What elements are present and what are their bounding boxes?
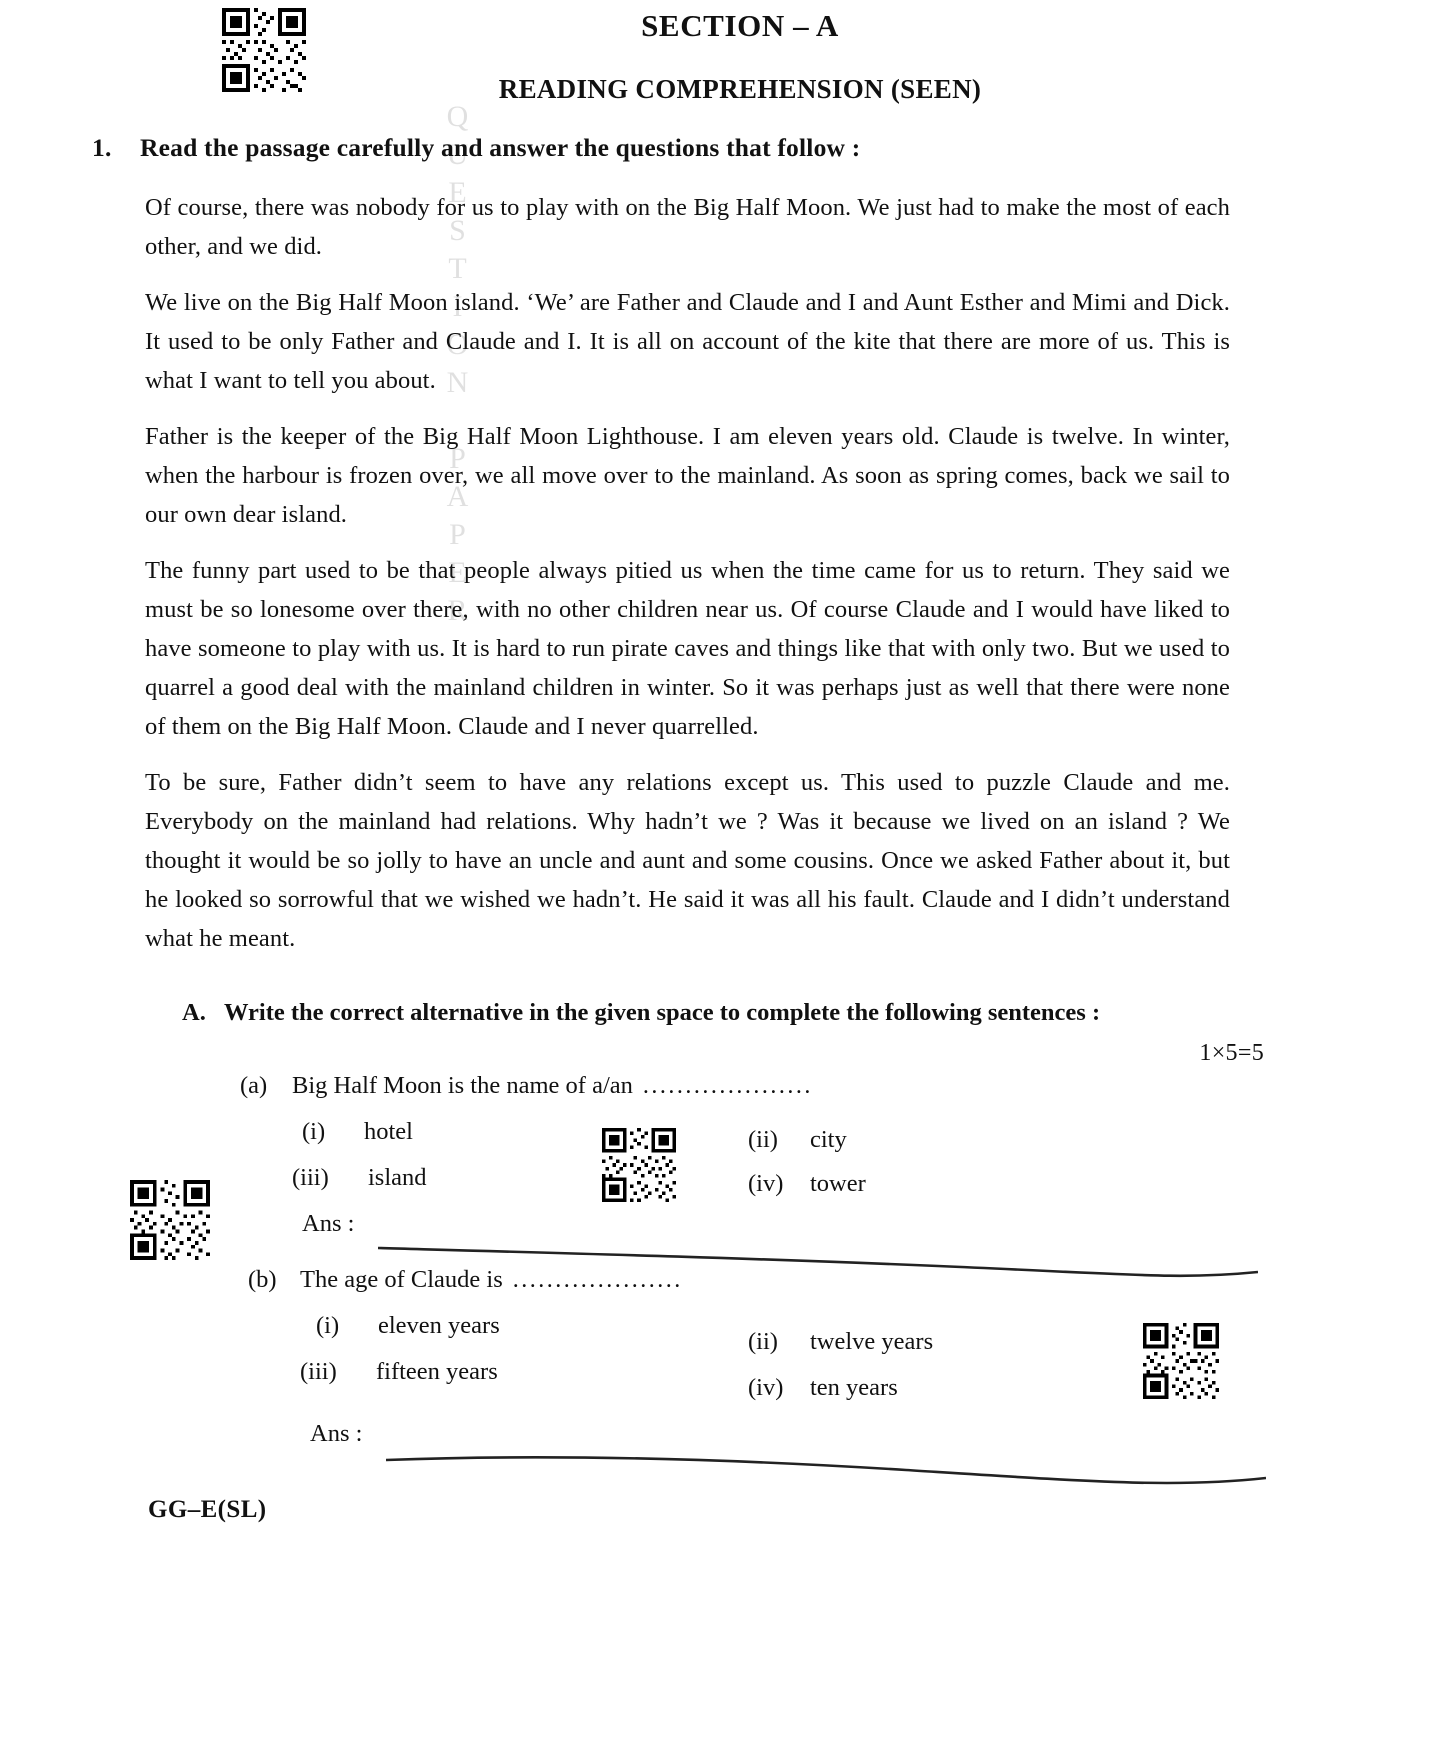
answer-label-b: Ans : [310, 1420, 363, 1447]
option-a-iv[interactable] [748, 1170, 866, 1198]
passage-paragraph: Of course, there was nobody for us to play with on the Big Half Moon. We just had to make the most of each other, and we did. [145, 194, 1230, 260]
question-number: 1. [92, 133, 112, 162]
mcq-question-a [240, 1072, 1300, 1268]
question-b-stem: The age of Claude is [300, 1266, 503, 1293]
option-roman: (ii) [748, 1328, 778, 1355]
paper-code-footer: GG–E(SL) [148, 1496, 267, 1523]
option-a-i[interactable] [302, 1118, 413, 1146]
qr-code-icon [130, 1180, 210, 1260]
section-subtitle: READING COMPREHENSION (SEEN) [498, 74, 982, 104]
mcq-question-b [248, 1266, 1308, 1478]
part-a-block [182, 994, 1264, 1066]
answer-label-a: Ans : [302, 1210, 355, 1237]
option-text: city [810, 1126, 847, 1153]
option-b-iv[interactable] [748, 1374, 898, 1402]
question-1-instruction [92, 133, 1322, 163]
answer-line-b[interactable] [386, 1452, 1266, 1492]
page-header [0, 8, 1440, 105]
passage-paragraph: To be sure, Father didn’t seem to have any relations except us. This used to puzzle Claude and me. Everybody on the mainland had relations. Why hadn’t we ? Was it because we lived on an island ? We thought it would be so jolly to have an uncle and aunt and some cousins. Once we asked Father about it, but he looked so sorrowful that we wished we hadn’t. He said it was all his fault. Claude and I didn’t understand what he meant. [145, 769, 1230, 952]
question-instruction-text: Read the passage carefully and answer the questions that follow : [140, 133, 861, 162]
option-text: ten years [810, 1374, 898, 1401]
option-a-iii[interactable] [292, 1164, 427, 1192]
option-text: tower [810, 1170, 866, 1197]
passage-paragraph: Father is the keeper of the Big Half Moon Lighthouse. I am eleven years old. Claude is twelve. In winter, when the harbour is frozen over, we all move over to the mainland. As soon as spring comes, back we sail to our own dear island. [145, 423, 1230, 528]
option-roman: (i) [316, 1312, 340, 1339]
part-a-letter: A. [182, 999, 206, 1026]
option-text: twelve years [810, 1328, 934, 1355]
question-a-label: (a) [240, 1072, 268, 1099]
question-a-blank: .................... [642, 1073, 813, 1099]
option-roman: (iv) [748, 1170, 784, 1197]
passage-paragraph: We live on the Big Half Moon island. ‘We’ are Father and Claude and I and Aunt Esther and Mimi and Dick. It used to be only Father and Claude and I. It is all on account of the kite that there are more of us. This is what I want to tell you about. [145, 289, 1230, 394]
option-a-ii[interactable] [748, 1126, 847, 1154]
question-b-blank: .................... [512, 1267, 683, 1293]
option-roman: (iv) [748, 1374, 784, 1401]
option-text: eleven years [378, 1312, 500, 1339]
option-roman: (ii) [748, 1126, 778, 1153]
option-text: hotel [364, 1118, 413, 1145]
watermark-text: QUESTION PAPER [441, 100, 474, 632]
option-b-iii[interactable] [300, 1358, 498, 1386]
option-b-i[interactable] [316, 1312, 500, 1340]
option-roman: (iii) [292, 1164, 329, 1191]
marks-allocation: 1×5=5 [1199, 1040, 1264, 1066]
option-roman: (iii) [300, 1358, 337, 1385]
option-b-ii[interactable] [748, 1328, 933, 1356]
option-text: island [368, 1164, 427, 1191]
passage-paragraph: The funny part used to be that people always pitied us when the time came for us to return. They said we must be so lonesome over there, with no other children near us. Of course Claude and I would have liked to have someone to play with us. It is hard to run pirate caves and things like that with only two. But we used to quarrel a good deal with the mainland children in winter. So it was perhaps just as well that there were none of them on the Big Half Moon. Claude and I never quarrelled. [145, 557, 1230, 740]
reading-passage [145, 188, 1230, 958]
question-b-label: (b) [248, 1266, 277, 1293]
qr-code-icon [222, 8, 306, 92]
option-text: fifteen years [376, 1358, 498, 1385]
question-a-stem: Big Half Moon is the name of a/an [292, 1072, 633, 1099]
part-a-instruction: Write the correct alternative in the given space to complete the following sentences : [224, 999, 1101, 1026]
option-roman: (i) [302, 1118, 326, 1145]
section-title: SECTION – A [641, 8, 839, 43]
